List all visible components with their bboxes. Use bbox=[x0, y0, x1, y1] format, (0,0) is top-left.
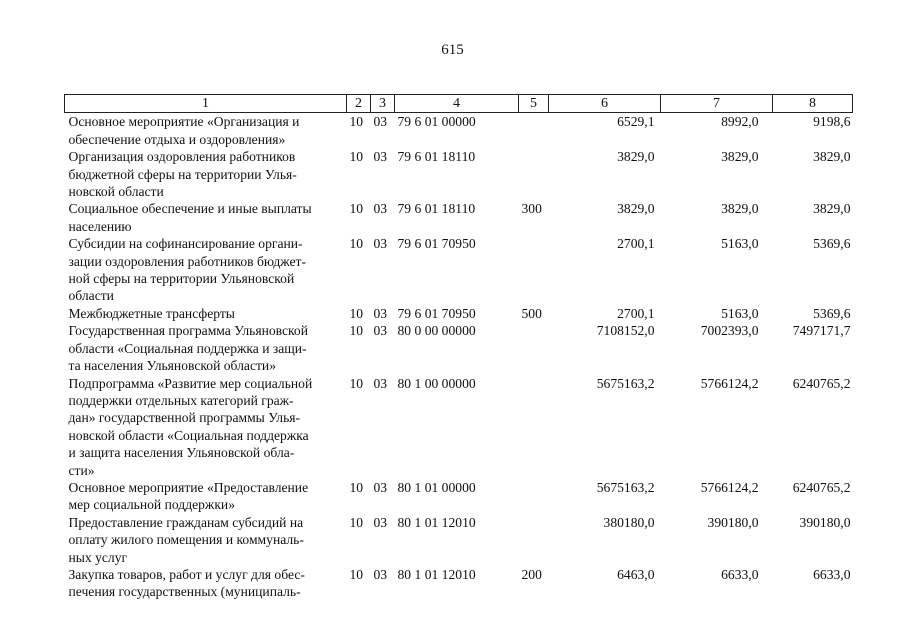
expense-type-code bbox=[519, 113, 549, 148]
subsection-code: 03 bbox=[373, 566, 388, 582]
section-code: 10 bbox=[349, 236, 364, 252]
amount-col-6: 3829,0 bbox=[617, 201, 655, 217]
expense-type-code bbox=[519, 235, 549, 305]
row-label-line: области «Социальная поддержка и защи- bbox=[68, 340, 307, 356]
expense-type-code bbox=[519, 148, 549, 200]
row-label bbox=[65, 479, 347, 514]
amount-col-7: 7002393,0 bbox=[700, 323, 759, 339]
amount-col-7: 3829,0 bbox=[721, 201, 759, 217]
section-code: 10 bbox=[349, 305, 364, 321]
row-label-line: Субсидии на софинансирование органи- bbox=[68, 236, 303, 252]
expense-type-code bbox=[519, 375, 549, 479]
amount-col-6: 2700,1 bbox=[617, 236, 655, 252]
row-label-line: Подпрограмма «Развитие мер социальной bbox=[68, 375, 313, 391]
subsection-code: 03 bbox=[373, 305, 388, 321]
row-label-line: ных услуг bbox=[68, 549, 128, 565]
target-article-code: 79 6 01 70950 bbox=[397, 305, 476, 321]
amount-col-6: 5675163,2 bbox=[596, 375, 655, 391]
row-label bbox=[65, 375, 347, 479]
table-row bbox=[65, 200, 853, 235]
section-code: 10 bbox=[349, 514, 364, 530]
table-row bbox=[65, 514, 853, 566]
row-label-line: Межбюджетные трансферты bbox=[68, 305, 235, 321]
subsection-code: 03 bbox=[373, 201, 388, 217]
amount-col-7: 390180,0 bbox=[707, 514, 759, 530]
table-row bbox=[65, 113, 853, 148]
amount-col-6: 3829,0 bbox=[617, 149, 655, 165]
table-body bbox=[65, 113, 853, 601]
amount-col-6: 5675163,2 bbox=[596, 479, 655, 495]
amount-col-7: 8992,0 bbox=[721, 114, 759, 130]
amount-col-8: 5369,6 bbox=[813, 236, 851, 252]
amount-col-6: 6463,0 bbox=[617, 566, 655, 582]
expense-type-code: 500 bbox=[521, 305, 542, 321]
amount-col-7: 5766124,2 bbox=[700, 479, 759, 495]
amount-col-7: 5163,0 bbox=[721, 236, 759, 252]
target-article-code: 80 1 01 00000 bbox=[397, 479, 476, 495]
row-label-line: Социальное обеспечение и иные выплаты bbox=[68, 201, 312, 217]
subsection-code: 03 bbox=[373, 479, 388, 495]
amount-col-7: 5163,0 bbox=[721, 305, 759, 321]
amount-col-8: 6633,0 bbox=[813, 566, 851, 582]
row-label bbox=[65, 322, 347, 374]
subsection-code: 03 bbox=[373, 149, 388, 165]
expense-type-code: 300 bbox=[521, 201, 542, 217]
row-label-line: дан» государственной программы Улья- bbox=[68, 410, 301, 426]
table-row bbox=[65, 566, 853, 601]
row-label-line: печения государственных (муниципаль- bbox=[68, 584, 301, 600]
expense-type-code bbox=[519, 514, 549, 566]
row-label-line: Основное мероприятие «Организация и bbox=[68, 114, 300, 130]
row-label bbox=[65, 514, 347, 566]
row-label-line: сти» bbox=[68, 462, 95, 478]
subsection-code: 03 bbox=[373, 114, 388, 130]
amount-col-6: 380180,0 bbox=[603, 514, 655, 530]
header-col-3: 3 bbox=[371, 95, 395, 113]
header-col-1: 1 bbox=[65, 95, 347, 113]
row-label-line: поддержки отдельных категорий граж- bbox=[68, 392, 294, 408]
row-label bbox=[65, 305, 347, 322]
target-article-code: 79 6 01 18110 bbox=[397, 201, 476, 217]
header-col-2: 2 bbox=[347, 95, 371, 113]
table-row bbox=[65, 322, 853, 374]
expense-type-code bbox=[519, 479, 549, 514]
amount-col-8: 390180,0 bbox=[799, 514, 851, 530]
row-label-line: и защита населения Ульяновской обла- bbox=[68, 445, 295, 461]
amount-col-7: 6633,0 bbox=[721, 566, 759, 582]
target-article-code: 80 0 00 00000 bbox=[397, 323, 476, 339]
table-row bbox=[65, 375, 853, 479]
row-label bbox=[65, 566, 347, 601]
header-col-6: 6 bbox=[549, 95, 661, 113]
row-label bbox=[65, 113, 347, 148]
amount-col-8: 7497171,7 bbox=[792, 323, 851, 339]
amount-col-8: 9198,6 bbox=[813, 114, 851, 130]
row-label-line: мер социальной поддержки» bbox=[68, 497, 236, 513]
header-col-8: 8 bbox=[773, 95, 853, 113]
subsection-code: 03 bbox=[373, 375, 388, 391]
section-code: 10 bbox=[349, 566, 364, 582]
table-row bbox=[65, 148, 853, 200]
table-row bbox=[65, 479, 853, 514]
section-code: 10 bbox=[349, 114, 364, 130]
target-article-code: 80 1 01 12010 bbox=[397, 514, 476, 530]
budget-table bbox=[64, 94, 853, 601]
expense-type-code bbox=[519, 322, 549, 374]
row-label-line: Организация оздоровления работников bbox=[68, 149, 296, 165]
section-code: 10 bbox=[349, 323, 364, 339]
row-label-line: Государственная программа Ульяновской bbox=[68, 323, 308, 339]
row-label-line: Предоставление гражданам субсидий на bbox=[68, 514, 304, 530]
row-label bbox=[65, 235, 347, 305]
amount-col-7: 5766124,2 bbox=[700, 375, 759, 391]
amount-col-7: 3829,0 bbox=[721, 149, 759, 165]
amount-col-6: 2700,1 bbox=[617, 305, 655, 321]
row-label-line: бюджетной сферы на территории Улья- bbox=[68, 166, 297, 182]
row-label-line: новской области «Социальная поддержка bbox=[68, 427, 309, 443]
target-article-code: 79 6 01 00000 bbox=[397, 114, 476, 130]
header-col-4: 4 bbox=[395, 95, 519, 113]
amount-col-8: 3829,0 bbox=[813, 201, 851, 217]
amount-col-6: 7108152,0 bbox=[596, 323, 655, 339]
target-article-code: 79 6 01 70950 bbox=[397, 236, 476, 252]
row-label-line: оплату жилого помещения и коммуналь- bbox=[68, 532, 304, 548]
row-label bbox=[65, 148, 347, 200]
section-code: 10 bbox=[349, 201, 364, 217]
section-code: 10 bbox=[349, 149, 364, 165]
amount-col-8: 6240765,2 bbox=[792, 479, 851, 495]
subsection-code: 03 bbox=[373, 323, 388, 339]
row-label-line: населению bbox=[68, 218, 132, 234]
header-col-5: 5 bbox=[519, 95, 549, 113]
row-label-line: та населения Ульяновской области» bbox=[68, 358, 276, 374]
target-article-code: 79 6 01 18110 bbox=[397, 149, 476, 165]
subsection-code: 03 bbox=[373, 514, 388, 530]
header-row bbox=[65, 95, 853, 113]
row-label-line: Основное мероприятие «Предоставление bbox=[68, 479, 309, 495]
table-row bbox=[65, 235, 853, 305]
row-label-line: ной сферы на территории Ульяновской bbox=[68, 271, 295, 287]
header-col-7: 7 bbox=[661, 95, 773, 113]
row-label-line: зации оздоровления работников бюджет- bbox=[68, 253, 307, 269]
amount-col-8: 6240765,2 bbox=[792, 375, 851, 391]
amount-col-6: 6529,1 bbox=[617, 114, 655, 130]
amount-col-8: 5369,6 bbox=[813, 305, 851, 321]
target-article-code: 80 1 00 00000 bbox=[397, 375, 476, 391]
row-label-line: новской области bbox=[68, 184, 164, 200]
subsection-code: 03 bbox=[373, 236, 388, 252]
page-number: 615 bbox=[441, 42, 464, 58]
section-code: 10 bbox=[349, 479, 364, 495]
row-label-line: Закупка товаров, работ и услуг для обес- bbox=[68, 566, 305, 582]
row-label-line: области bbox=[68, 288, 114, 304]
table-row bbox=[65, 305, 853, 322]
row-label-line: обеспечение отдыха и оздоровления» bbox=[68, 131, 286, 147]
section-code: 10 bbox=[349, 375, 364, 391]
expense-type-code: 200 bbox=[521, 566, 542, 582]
target-article-code: 80 1 01 12010 bbox=[397, 566, 476, 582]
amount-col-8: 3829,0 bbox=[813, 149, 851, 165]
row-label bbox=[65, 200, 347, 235]
